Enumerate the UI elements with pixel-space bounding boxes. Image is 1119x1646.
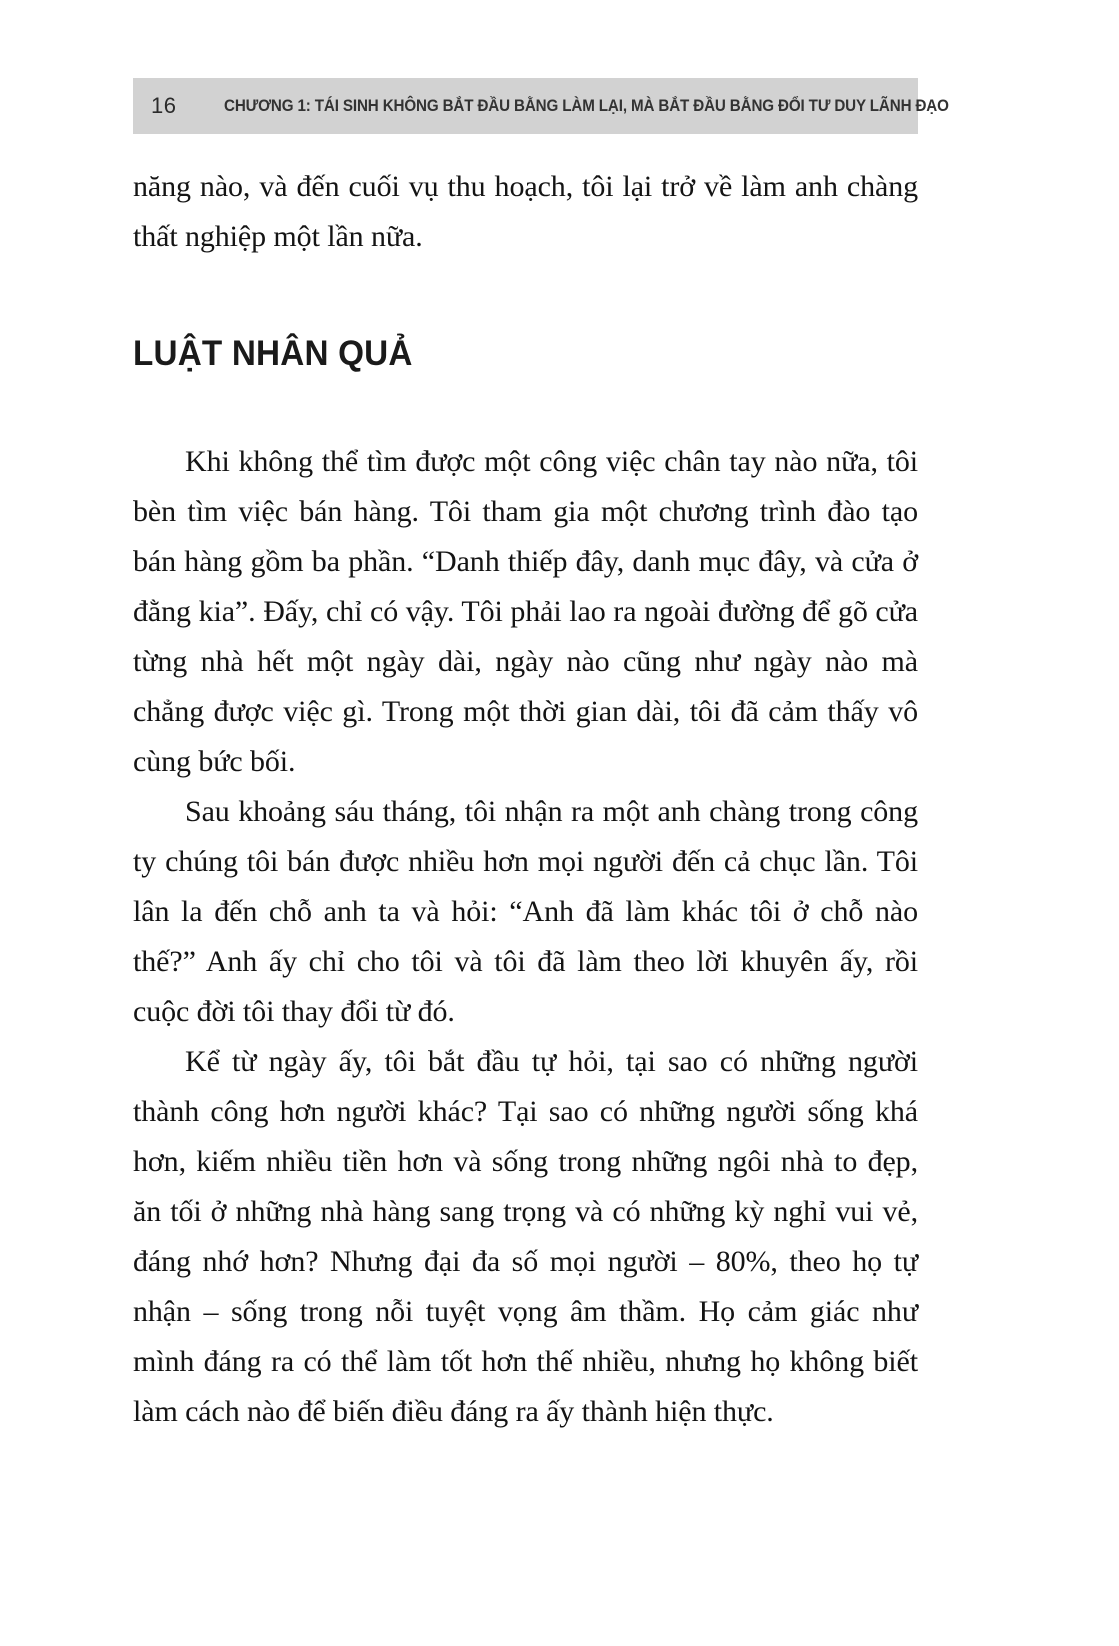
- running-header: [133, 78, 950, 134]
- text-column: [133, 162, 918, 1437]
- paragraph-2: Sau khoảng sáu tháng, tôi nhận ra một anh chàng trong công ty chúng tôi bán được nhiều hơn mọi người đến cả chục lần. Tôi lân la đến chỗ anh ta và hỏi: “Anh đã làm khác tôi ở chỗ nào thế?” Anh ấy chỉ cho tôi và tôi đã làm theo lời khuyên ấy, rồi cuộc đời tôi thay đổi từ đó.: [133, 795, 918, 1028]
- section-heading: LUẬT NHÂN QUẢ: [133, 334, 413, 373]
- chapter-title: CHƯƠNG 1: TÁI SINH KHÔNG BẮT ĐẦU BẰNG LÀM LẠI, MÀ BẮT ĐẦU BẰNG ĐỔI TƯ DUY LÃNH ĐẠO: [224, 96, 950, 115]
- section-heading-block: [133, 336, 918, 371]
- continued-paragraph: năng nào, và đến cuối vụ thu hoạch, tôi lại trở về làm anh chàng thất nghiệp một lần nữa.: [133, 170, 918, 253]
- page-number: 16: [151, 93, 177, 118]
- paragraph-1: Khi không thể tìm được một công việc chân tay nào nữa, tôi bèn tìm việc bán hàng. Tôi tham gia một chương trình đào tạo bán hàng gồm ba phần. “Danh thiếp đây, danh mục đây, và cửa ở đằng kia”. Đấy, chỉ có vậy. Tôi phải lao ra ngoài đường để gõ cửa từng nhà hết một ngày dài, ngày nào cũng như ngày nào mà chẳng được việc gì. Trong một thời gian dài, tôi đã cảm thấy vô cùng bức bối.: [133, 445, 918, 778]
- paragraph-3: Kể từ ngày ấy, tôi bắt đầu tự hỏi, tại sao có những người thành công hơn người khác? Tại sao có những người sống khá hơn, kiếm nhiều tiền hơn và sống trong những ngôi nhà to đẹp, ăn tối ở những nhà hàng sang trọng và có những kỳ nghỉ vui vẻ, đáng nhớ hơn? Nhưng đại đa số mọi người – 80%, theo họ tự nhận – sống trong nỗi tuyệt vọng âm thầm. Họ cảm giác như mình đáng ra có thể làm tốt hơn thế nhiều, nhưng họ không biết làm cách nào để biến điều đáng ra ấy thành hiện thực.: [133, 1045, 918, 1428]
